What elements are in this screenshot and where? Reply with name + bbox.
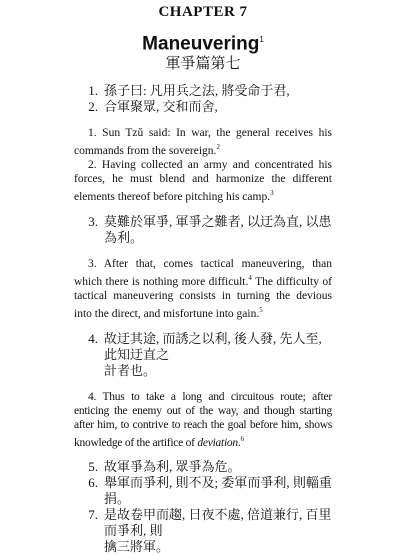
verse-text: 莫難於軍爭, 軍爭之難者, 以迂為直, 以患為利。 bbox=[104, 213, 332, 245]
section-footnote-ref: 1 bbox=[259, 35, 264, 44]
verse-continuation: 擒三將軍。 bbox=[104, 539, 170, 555]
chinese-verse bbox=[74, 331, 332, 363]
chinese-verse-3 bbox=[74, 214, 332, 246]
verse-continuation: 計者也。 bbox=[104, 362, 157, 378]
chinese-verse bbox=[74, 83, 332, 99]
chinese-verse bbox=[74, 475, 332, 507]
verse-text: 舉軍而爭利, 則不及; 委軍而爭利, 則輜重捐。 bbox=[104, 475, 332, 507]
verse-text: After that, comes tactical maneuvering, than which there is nothing more difficult. bbox=[74, 257, 332, 288]
footnote-ref: 3 bbox=[270, 189, 274, 198]
verse-number: 3. bbox=[88, 213, 98, 229]
footnote-ref: 6 bbox=[240, 434, 244, 443]
verse-text: 故迂其途, 而誘之以利, 後人發, 先人至, 此知迂直之 bbox=[104, 330, 322, 362]
english-verse-4 bbox=[74, 390, 332, 450]
emphasized-word: deviation bbox=[197, 436, 238, 449]
section-title bbox=[74, 30, 332, 54]
verse-number: 2. bbox=[88, 99, 98, 115]
verse-number: 2. bbox=[88, 159, 97, 172]
footnote-ref: 5 bbox=[259, 305, 263, 314]
verse-number: 1. bbox=[88, 83, 98, 99]
verse-number: 4. bbox=[88, 330, 98, 346]
english-verses-1-2 bbox=[74, 126, 332, 204]
verse-number: 5. bbox=[88, 459, 98, 475]
book-page bbox=[74, 0, 332, 555]
english-verse bbox=[74, 390, 332, 450]
chinese-verse bbox=[74, 214, 332, 246]
verse-text: Thus to take a long and circuitous route; after enticing the enemy out of the way, and though starting after him, to contrive to reach the goal before him, shows knowledge of the artifice of bbox=[74, 390, 332, 449]
verse-text: The difficulty of tactical maneuvering consists in turning the devious into the direct, and misfortune into gain. bbox=[74, 275, 332, 320]
chinese-verses-1-2 bbox=[74, 83, 332, 115]
chinese-verse bbox=[74, 507, 332, 539]
chinese-verses-5-7 bbox=[74, 459, 332, 555]
verse-text: 故軍爭為利, 眾爭為危。 bbox=[104, 459, 241, 475]
footnote-ref: 2 bbox=[216, 143, 220, 152]
verse-text: 孫子曰: 凡用兵之法, 將受命于君, bbox=[104, 83, 290, 99]
chinese-title: 軍爭篇第七 bbox=[165, 56, 241, 73]
verse-number: 7. bbox=[88, 507, 98, 523]
chinese-verse-4 bbox=[74, 331, 332, 379]
chinese-verse bbox=[74, 99, 332, 115]
verse-number: 6. bbox=[88, 475, 98, 491]
verse-text: 是故卷甲而趨, 日夜不處, 倍道兼行, 百里而爭利, 則 bbox=[104, 507, 332, 539]
english-verse bbox=[74, 158, 332, 204]
chapter-heading: CHAPTER 7 bbox=[158, 4, 248, 20]
verse-text: Sun Tzŭ said: In war, the general receives his commands from the sovereign. bbox=[74, 127, 332, 158]
footnote-ref: 4 bbox=[248, 273, 252, 282]
verse-number: 4. bbox=[88, 390, 97, 403]
verse-text: . bbox=[237, 436, 241, 449]
english-verse bbox=[74, 126, 332, 158]
verse-text: 合軍聚眾, 交和而舍, bbox=[104, 99, 218, 115]
english-verse bbox=[74, 257, 332, 321]
chinese-verse bbox=[74, 459, 332, 475]
verse-text: Having collected an army and concentrated his forces, he must blend and harmonize the different elements thereof before pitching his camp. bbox=[74, 159, 333, 203]
verse-number: 1. bbox=[88, 127, 97, 140]
verse-number: 3. bbox=[88, 257, 97, 270]
english-verse-3 bbox=[74, 257, 332, 321]
section-title-text: Maneuvering bbox=[142, 33, 260, 55]
